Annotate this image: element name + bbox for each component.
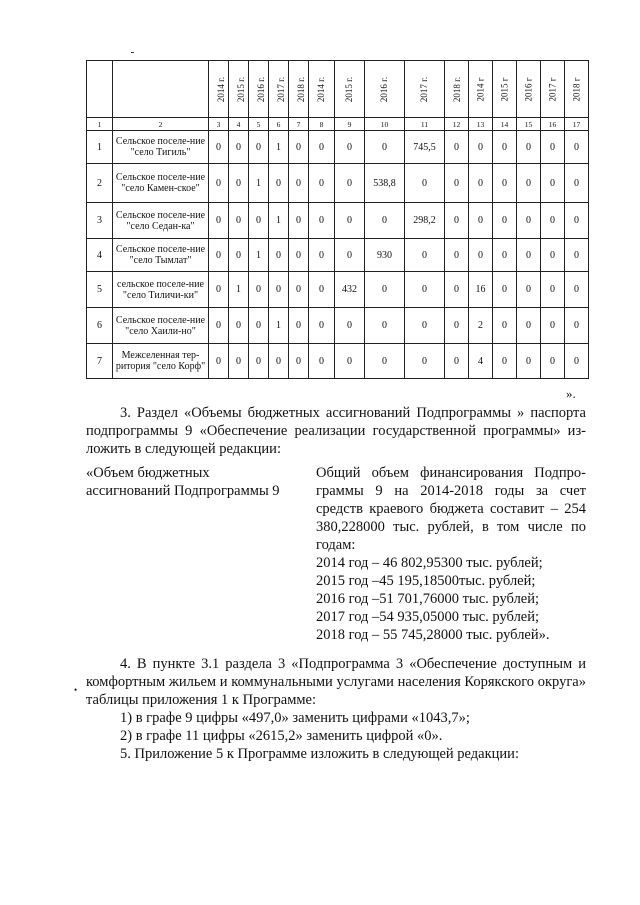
table-header-row [87, 61, 589, 118]
year-header-label: 2018 г [571, 77, 582, 101]
year-header-cell [565, 61, 589, 118]
settlements-table [86, 60, 589, 379]
value-cell: 0 [541, 131, 565, 164]
budget-label-line-2: ассигнований Подпрограммы 9 [86, 483, 280, 499]
table-row [87, 308, 589, 344]
value-cell: 2 [469, 308, 493, 344]
value-cell: 0 [445, 164, 469, 203]
year-header-cell [469, 61, 493, 118]
year-header-cell [269, 61, 289, 118]
year-header-label: 2014 г. [316, 76, 327, 102]
budget-label-line-1: «Объем бюджетных [86, 465, 210, 481]
budget-description [316, 464, 586, 644]
value-cell: 0 [405, 272, 445, 308]
row-number-cell: 1 [87, 131, 113, 164]
year-header-cell [541, 61, 565, 118]
value-cell: 0 [469, 239, 493, 272]
section-5-paragraph: 5. Приложение 5 к Программе изложить в следующей редакции: [120, 746, 519, 762]
value-cell: 0 [365, 272, 405, 308]
year-header-cell [229, 61, 249, 118]
value-cell: 0 [335, 131, 365, 164]
value-cell: 0 [493, 203, 517, 239]
value-cell: 0 [517, 272, 541, 308]
value-cell: 0 [269, 239, 289, 272]
section-3-paragraph: 3. Раздел «Объемы бюджетных ассигнований Подпрограммы » паспорта подпрограммы 9 «Обеспечение реализации государственной программы» из-ложить в следующей редакции: [86, 405, 586, 457]
year-header-label: 2017 г. [419, 76, 429, 102]
value-cell: 0 [335, 164, 365, 203]
year-header-label: 2018 г. [296, 76, 307, 102]
value-cell: 0 [565, 272, 589, 308]
value-cell: 0 [541, 272, 565, 308]
budget-year-line: 2017 год –54 935,05000 тыс. рублей; [316, 609, 540, 625]
column-number-cell: 4 [229, 118, 249, 131]
value-cell: 0 [405, 308, 445, 344]
value-cell: 930 [365, 239, 405, 272]
value-cell: 0 [541, 203, 565, 239]
value-cell: 0 [493, 131, 517, 164]
value-cell: 0 [405, 239, 445, 272]
column-number-cell: 1 [87, 118, 113, 131]
table-row [87, 131, 589, 164]
table-row [87, 272, 589, 308]
column-number-cell: 13 [469, 118, 493, 131]
year-header-label: 2014 г [475, 77, 486, 101]
value-cell: 0 [209, 239, 229, 272]
value-cell: 1 [269, 203, 289, 239]
value-cell: 1 [249, 239, 269, 272]
year-header-label: 2018 г. [452, 76, 463, 102]
value-cell: 0 [445, 239, 469, 272]
value-cell: 1 [269, 308, 289, 344]
value-cell: 0 [309, 239, 335, 272]
value-cell: 0 [541, 239, 565, 272]
value-cell: 0 [209, 344, 229, 379]
value-cell: 4 [469, 344, 493, 379]
year-header-label: 2016 г. [256, 76, 267, 102]
value-cell: 0 [289, 308, 309, 344]
budget-year-line: 2014 год – 46 802,95300 тыс. рублей; [316, 555, 543, 571]
value-cell: 0 [565, 131, 589, 164]
value-cell: 0 [565, 164, 589, 203]
value-cell: 0 [209, 272, 229, 308]
value-cell: 0 [289, 344, 309, 379]
settlement-name-cell: Сельское поселе-ние "село Тымлат" [113, 239, 209, 272]
header-cell-blank [87, 61, 113, 118]
value-cell: 298,2 [405, 203, 445, 239]
value-cell: 0 [541, 344, 565, 379]
value-cell: 0 [517, 203, 541, 239]
value-cell: 0 [229, 308, 249, 344]
column-number-cell: 7 [289, 118, 309, 131]
value-cell: 0 [565, 203, 589, 239]
table-end-mark: ». [566, 386, 576, 401]
value-cell: 0 [229, 344, 249, 379]
settlement-name-cell: Межселенная тер-ритория "село Корф" [113, 344, 209, 379]
budget-year-line: 2016 год –51 701,76000 тыс. рублей; [316, 591, 540, 607]
value-cell: 0 [289, 239, 309, 272]
value-cell: 0 [309, 131, 335, 164]
column-number-cell: 2 [113, 118, 209, 131]
value-cell: 0 [335, 203, 365, 239]
year-header-cell [365, 61, 405, 118]
value-cell: 0 [493, 239, 517, 272]
value-cell: 0 [269, 344, 289, 379]
value-cell: 0 [541, 164, 565, 203]
value-cell: 0 [335, 239, 365, 272]
value-cell: 0 [249, 203, 269, 239]
budget-year-line: 2018 год – 55 745,28000 тыс. рублей». [316, 627, 550, 643]
settlement-name-cell: Сельское поселе-ние "село Седан-ка" [113, 203, 209, 239]
budget-intro: Общий объем финансирования Подпро-граммы 9 на 2014-2018 годы за счет средств краевого бюджета составит – 254 380,228000 тыс. рублей, в том числе по годам: [316, 465, 586, 553]
budget-label [86, 464, 306, 500]
section-4-item-2: 2) в графе 11 цифры «2615,2» заменить цифрой «0». [120, 728, 443, 744]
value-cell: 0 [309, 308, 335, 344]
row-number-cell: 5 [87, 272, 113, 308]
table-row [87, 344, 589, 379]
value-cell: 0 [445, 131, 469, 164]
row-number-cell: 3 [87, 203, 113, 239]
year-header-cell [493, 61, 517, 118]
value-cell: 0 [269, 164, 289, 203]
year-header-label: 2017 г [547, 77, 558, 101]
value-cell: 0 [469, 164, 493, 203]
scan-mark [131, 52, 134, 53]
section-4-paragraph: 4. В пункте 3.1 раздела 3 «Подпрограмма 3 «Обеспечение доступным и комфортным жильем и коммунальными услугами населения Корякского округа» таблицы приложения 1 к Программе: [86, 656, 586, 708]
value-cell: 0 [493, 164, 517, 203]
value-cell: 0 [445, 308, 469, 344]
value-cell: 432 [335, 272, 365, 308]
year-header-cell [249, 61, 269, 118]
value-cell: 0 [493, 344, 517, 379]
value-cell: 0 [289, 272, 309, 308]
year-header-cell [289, 61, 309, 118]
row-number-cell: 4 [87, 239, 113, 272]
year-header-cell [405, 61, 445, 118]
value-cell: 0 [249, 344, 269, 379]
value-cell: 16 [469, 272, 493, 308]
year-header-label: 2017 г. [276, 76, 287, 102]
value-cell: 0 [229, 164, 249, 203]
value-cell: 0 [365, 344, 405, 379]
value-cell: 0 [309, 272, 335, 308]
row-number-cell: 6 [87, 308, 113, 344]
column-number-cell: 10 [365, 118, 405, 131]
value-cell: 0 [209, 308, 229, 344]
value-cell: 0 [269, 272, 289, 308]
value-cell: 0 [365, 308, 405, 344]
year-header-label: 2016 г [523, 77, 534, 101]
settlement-name-cell: Сельское поселе-ние "село Хаили-но" [113, 308, 209, 344]
value-cell: 0 [289, 203, 309, 239]
value-cell: 0 [249, 308, 269, 344]
settlement-name-cell: Сельское поселе-ние "село Тигиль" [113, 131, 209, 164]
value-cell: 0 [517, 308, 541, 344]
year-header-cell [209, 61, 229, 118]
year-header-cell [309, 61, 335, 118]
value-cell: 0 [229, 203, 249, 239]
year-header-cell [445, 61, 469, 118]
value-cell: 0 [565, 239, 589, 272]
year-header-label: 2015 г [499, 77, 510, 101]
year-header-cell [517, 61, 541, 118]
year-header-label: 2015 г. [236, 76, 247, 102]
value-cell: 538,8 [365, 164, 405, 203]
column-number-cell: 5 [249, 118, 269, 131]
value-cell: 0 [335, 344, 365, 379]
column-number-cell: 3 [209, 118, 229, 131]
value-cell: 0 [289, 164, 309, 203]
value-cell: 0 [517, 239, 541, 272]
value-cell: 0 [493, 272, 517, 308]
table-row [87, 164, 589, 203]
value-cell: 0 [517, 344, 541, 379]
settlement-name-cell: Сельское поселе-ние "село Камен-ское" [113, 164, 209, 203]
budget-year-line: 2015 год –45 195,18500тыс. рублей; [316, 573, 536, 589]
value-cell: 745,5 [405, 131, 445, 164]
value-cell: 0 [565, 344, 589, 379]
year-header-label: 2015 г. [344, 76, 354, 102]
year-header-label: 2016 г. [379, 76, 389, 102]
year-header-label: 2014 г. [216, 76, 227, 102]
value-cell: 0 [469, 131, 493, 164]
value-cell: 0 [405, 164, 445, 203]
value-cell: 0 [445, 203, 469, 239]
value-cell: 0 [517, 164, 541, 203]
value-cell: 0 [565, 308, 589, 344]
value-cell: 0 [445, 272, 469, 308]
column-number-cell: 8 [309, 118, 335, 131]
column-number-cell: 9 [335, 118, 365, 131]
column-number-row [87, 118, 589, 131]
budget-years-list [316, 554, 586, 644]
value-cell: 0 [249, 131, 269, 164]
value-cell: 1 [249, 164, 269, 203]
row-number-cell: 7 [87, 344, 113, 379]
value-cell: 0 [209, 131, 229, 164]
column-number-cell: 14 [493, 118, 517, 131]
section-4-item-1: 1) в графе 9 цифры «497,0» заменить цифрами «1043,7»; [120, 710, 470, 726]
column-number-cell: 6 [269, 118, 289, 131]
value-cell: 0 [309, 344, 335, 379]
value-cell: 0 [517, 131, 541, 164]
row-number-cell: 2 [87, 164, 113, 203]
column-number-cell: 11 [405, 118, 445, 131]
margin-dot: • [74, 685, 78, 695]
value-cell: 0 [229, 131, 249, 164]
value-cell: 0 [365, 131, 405, 164]
value-cell: 0 [469, 203, 493, 239]
value-cell: 0 [209, 164, 229, 203]
table-row [87, 239, 589, 272]
column-number-cell: 12 [445, 118, 469, 131]
value-cell: 0 [493, 308, 517, 344]
table-row [87, 203, 589, 239]
value-cell: 0 [289, 131, 309, 164]
year-header-cell [335, 61, 365, 118]
column-number-cell: 15 [517, 118, 541, 131]
value-cell: 0 [309, 203, 335, 239]
value-cell: 0 [541, 308, 565, 344]
value-cell: 1 [269, 131, 289, 164]
header-cell-blank [113, 61, 209, 118]
value-cell: 0 [209, 203, 229, 239]
value-cell: 0 [309, 164, 335, 203]
value-cell: 1 [229, 272, 249, 308]
value-cell: 0 [335, 308, 365, 344]
column-number-cell: 16 [541, 118, 565, 131]
value-cell: 0 [365, 203, 405, 239]
value-cell: 0 [405, 344, 445, 379]
value-cell: 0 [445, 344, 469, 379]
value-cell: 0 [249, 272, 269, 308]
column-number-cell: 17 [565, 118, 589, 131]
value-cell: 0 [229, 239, 249, 272]
settlement-name-cell: сельское поселе-ние "село Тиличи-ки" [113, 272, 209, 308]
